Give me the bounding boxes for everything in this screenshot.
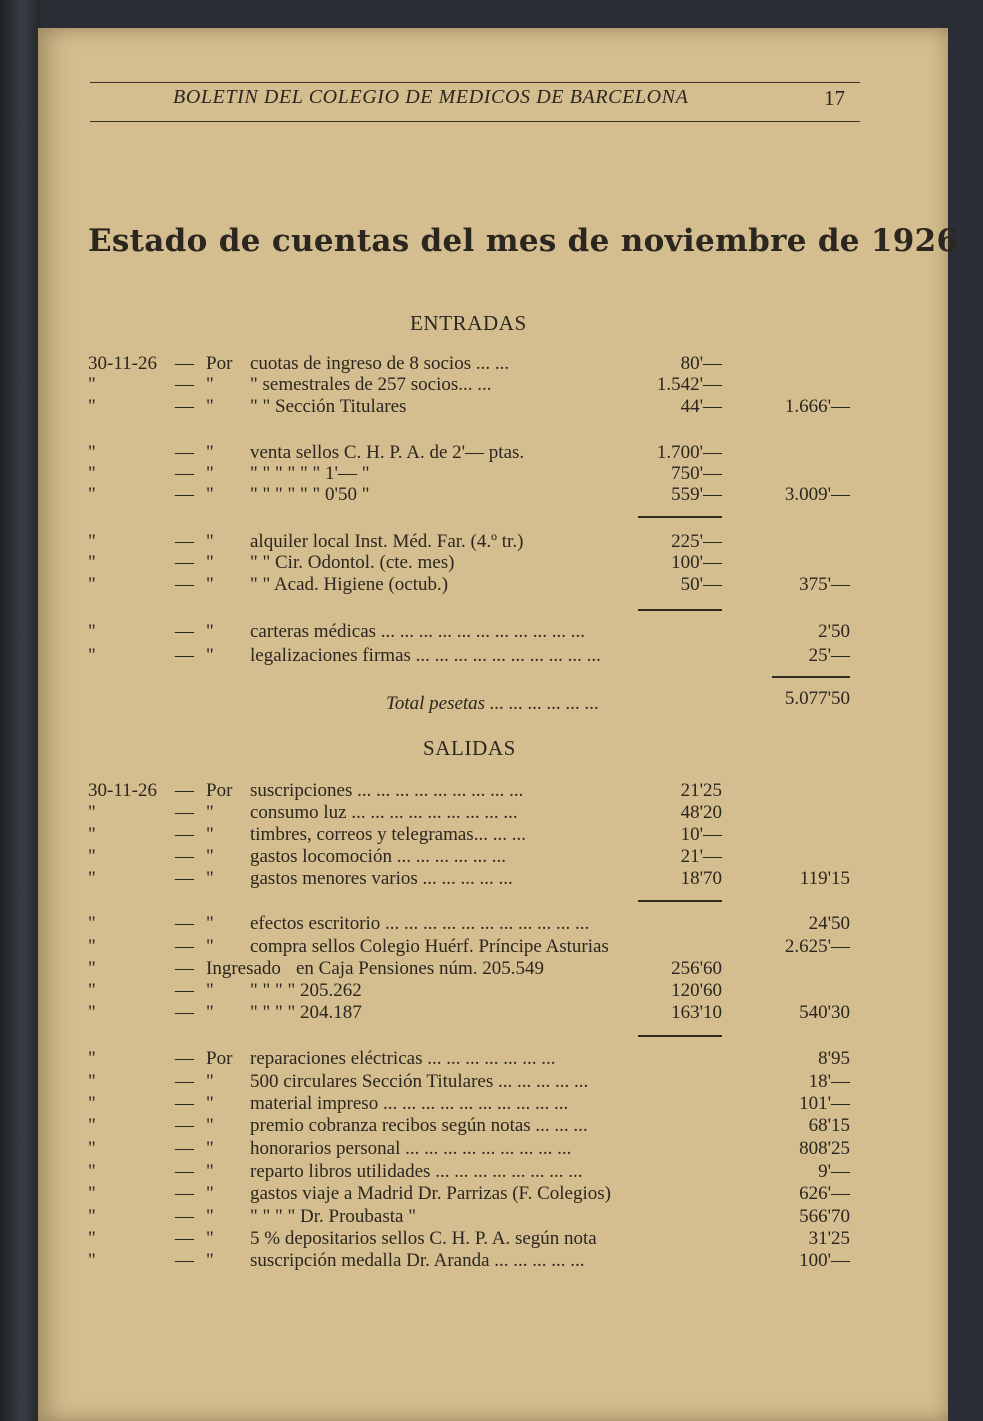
row-subtotal: 119'15 <box>799 868 850 889</box>
ledger-row <box>38 802 948 826</box>
row-subtotal: 24'50 <box>808 913 850 934</box>
row-date: " <box>88 396 96 417</box>
row-prefix: " <box>206 1115 214 1136</box>
row-subtotal: 1.666'— <box>784 396 850 417</box>
row-subtotal: 18'— <box>808 1071 850 1092</box>
ledger-row <box>38 1093 948 1117</box>
row-amount: 120'60 <box>671 980 722 1001</box>
row-description: premio cobranza recibos según notas ... ... ... <box>250 1115 588 1136</box>
row-dash: — <box>175 958 194 979</box>
subtotal-rule <box>638 609 722 611</box>
row-description: cuotas de ingreso de 8 socios ... ... <box>250 353 510 374</box>
ledger-row <box>38 1002 948 1026</box>
row-dash: — <box>175 442 194 463</box>
row-date: " <box>88 1048 96 1069</box>
row-amount: 559'— <box>671 484 722 505</box>
row-description: timbres, correos y telegramas... ... ... <box>250 824 526 845</box>
row-amount: 80'— <box>680 353 722 374</box>
row-prefix: " <box>206 936 214 957</box>
row-description: " " Cir. Odontol. (cte. mes) <box>250 552 455 573</box>
row-dash: — <box>175 621 194 642</box>
row-dash: — <box>175 1002 194 1023</box>
row-prefix: " <box>206 574 214 595</box>
row-description: legalizaciones firmas ... ... ... ... ... ... ... ... ... ... <box>250 645 601 666</box>
row-subtotal: 68'15 <box>808 1115 850 1136</box>
row-description: consumo luz ... ... ... ... ... ... ... ... ... <box>250 802 518 823</box>
row-dash: — <box>175 531 194 552</box>
row-amount: 100'— <box>671 552 722 573</box>
row-amount: 225'— <box>671 531 722 552</box>
row-dash: — <box>175 1183 194 1204</box>
row-prefix: " <box>206 1002 214 1023</box>
subtotal-rule <box>638 900 722 902</box>
row-description: gastos viaje a Madrid Dr. Parrizas (F. Colegios) <box>250 1183 611 1204</box>
row-date: " <box>88 442 96 463</box>
row-description: compra sellos Colegio Huérf. Príncipe Asturias <box>250 936 609 957</box>
ledger-row <box>38 1206 948 1230</box>
row-prefix: " <box>206 802 214 823</box>
row-amount: 256'60 <box>671 958 722 979</box>
row-date: " <box>88 802 96 823</box>
ledger-row <box>38 1228 948 1252</box>
row-prefix: " <box>206 442 214 463</box>
page-title: Estado de cuentas del mes de noviembre de 1926 <box>88 223 959 259</box>
row-amount: 21'— <box>680 846 722 867</box>
row-prefix: " <box>206 396 214 417</box>
row-date: " <box>88 913 96 934</box>
ledger-row <box>38 1048 948 1072</box>
row-date: " <box>88 868 96 889</box>
ledger-row <box>38 552 948 576</box>
row-dash: — <box>175 353 194 374</box>
row-date: " <box>88 1250 96 1271</box>
row-description: " " " " Dr. Proubasta " <box>250 1206 416 1227</box>
row-description: efectos escritorio ... ... ... ... ... ... ... ... ... ... ... <box>250 913 590 934</box>
ledger-row <box>38 1138 948 1162</box>
row-date: " <box>88 936 96 957</box>
row-date: " <box>88 1071 96 1092</box>
ledger-row <box>38 374 948 398</box>
row-prefix: " <box>206 484 214 505</box>
row-subtotal: 25'— <box>808 645 850 666</box>
row-prefix: " <box>206 980 214 1001</box>
row-date: " <box>88 1228 96 1249</box>
row-subtotal: 8'95 <box>818 1048 850 1069</box>
row-date: " <box>88 1161 96 1182</box>
row-dash: — <box>175 980 194 1001</box>
row-date: " <box>88 484 96 505</box>
row-dash: — <box>175 936 194 957</box>
ledger-row <box>38 936 948 960</box>
row-prefix: Por <box>206 353 233 374</box>
row-description: 500 circulares Sección Titulares ... ... ... ... ... <box>250 1071 589 1092</box>
ledger-row <box>38 484 948 508</box>
ledger-row <box>38 846 948 870</box>
entradas-heading: ENTRADAS <box>410 311 527 335</box>
row-prefix: " <box>206 913 214 934</box>
row-description: venta sellos C. H. P. A. de 2'— ptas. <box>250 442 525 463</box>
row-prefix: " <box>206 1228 214 1249</box>
row-subtotal: 808'25 <box>799 1138 850 1159</box>
ledger-row <box>38 1115 948 1139</box>
row-dash: — <box>175 802 194 823</box>
ledger-row <box>38 913 948 937</box>
salidas-heading: SALIDAS <box>423 736 516 760</box>
row-date: " <box>88 980 96 1001</box>
row-prefix: " <box>206 621 214 642</box>
row-date: " <box>88 1206 96 1227</box>
row-prefix: Ingresado <box>206 958 281 979</box>
ledger-row <box>38 1071 948 1095</box>
row-dash: — <box>175 1071 194 1092</box>
ledger-row <box>38 621 948 645</box>
row-amount: 750'— <box>671 463 722 484</box>
row-description: material impreso ... ... ... ... ... ... ... ... ... ... <box>250 1093 569 1114</box>
row-description: 5 % depositarios sellos C. H. P. A. según nota <box>250 1228 597 1249</box>
row-prefix: " <box>206 463 214 484</box>
row-subtotal: 566'70 <box>799 1206 850 1227</box>
row-subtotal: 9'— <box>818 1161 850 1182</box>
row-date: " <box>88 1183 96 1204</box>
row-prefix: " <box>206 846 214 867</box>
ledger-row <box>38 868 948 892</box>
row-date: " <box>88 1138 96 1159</box>
row-dash: — <box>175 824 194 845</box>
row-dash: — <box>175 780 194 801</box>
running-title: BOLETIN DEL COLEGIO DE MEDICOS DE BARCELONA <box>173 86 689 108</box>
row-dash: — <box>175 552 194 573</box>
ledger-row <box>38 1250 948 1274</box>
row-amount: 18'70 <box>680 868 722 889</box>
row-date: " <box>88 463 96 484</box>
row-date: " <box>88 621 96 642</box>
row-date: " <box>88 1093 96 1114</box>
grand-total-rule <box>772 676 850 678</box>
ledger-row <box>38 1183 948 1207</box>
total-label: Total pesetas ... ... ... ... ... ... <box>386 693 600 714</box>
ledger-row <box>38 958 948 982</box>
row-amount: 50'— <box>680 574 722 595</box>
row-date: 30-11-26 <box>88 780 157 801</box>
row-date: " <box>88 531 96 552</box>
ledger-row <box>38 824 948 848</box>
row-subtotal: 31'25 <box>808 1228 850 1249</box>
row-prefix: " <box>206 552 214 573</box>
row-dash: — <box>175 1161 194 1182</box>
row-description: " " " " 205.262 <box>250 980 362 1001</box>
ledger-row <box>38 980 948 1004</box>
row-prefix: " <box>206 868 214 889</box>
subtotal-rule <box>638 1035 722 1037</box>
row-dash: — <box>175 846 194 867</box>
row-prefix: Por <box>206 1048 233 1069</box>
row-subtotal: 100'— <box>799 1250 850 1271</box>
total-value: 5.077'50 <box>784 688 850 709</box>
header-top-rule <box>90 82 860 83</box>
document-page <box>38 28 959 1421</box>
row-amount: 10'— <box>680 824 722 845</box>
subtotal-rule <box>638 516 722 518</box>
page-number: 17 <box>824 86 845 110</box>
row-prefix: " <box>206 1161 214 1182</box>
row-date: 30-11-26 <box>88 353 157 374</box>
row-date: " <box>88 552 96 573</box>
row-prefix: " <box>206 531 214 552</box>
row-amount: 1.542'— <box>656 374 722 395</box>
row-amount: 1.700'— <box>656 442 722 463</box>
row-date: " <box>88 958 96 979</box>
row-prefix: " <box>206 1093 214 1114</box>
row-description: " " " " 204.187 <box>250 1002 362 1023</box>
row-subtotal: 2'50 <box>818 621 850 642</box>
row-description: " " " " " " 0'50 " <box>250 484 370 505</box>
row-dash: — <box>175 1048 194 1069</box>
ledger-row <box>38 645 948 669</box>
row-date: " <box>88 824 96 845</box>
row-amount: 21'25 <box>680 780 722 801</box>
row-description: alquiler local Inst. Méd. Far. (4.º tr.) <box>250 531 524 552</box>
row-prefix: " <box>206 374 214 395</box>
row-date: " <box>88 846 96 867</box>
row-description: reparaciones eléctricas ... ... ... ... ... ... ... <box>250 1048 556 1069</box>
row-description: " semestrales de 257 socios... ... <box>250 374 492 395</box>
row-prefix: " <box>206 1183 214 1204</box>
row-date: " <box>88 574 96 595</box>
row-subtotal: 101'— <box>799 1093 850 1114</box>
row-description: honorarios personal ... ... ... ... ... ... ... ... ... <box>250 1138 572 1159</box>
row-description: suscripción medalla Dr. Aranda ... ... ... ... ... <box>250 1250 585 1271</box>
ledger-row <box>38 1161 948 1185</box>
row-date: " <box>88 645 96 666</box>
row-subtotal: 2.625'— <box>784 936 850 957</box>
row-dash: — <box>175 484 194 505</box>
row-dash: — <box>175 1093 194 1114</box>
row-date: " <box>88 1115 96 1136</box>
row-subtotal: 626'— <box>799 1183 850 1204</box>
row-dash: — <box>175 645 194 666</box>
row-dash: — <box>175 574 194 595</box>
row-subtotal: 540'30 <box>799 1002 850 1023</box>
row-amount: 44'— <box>680 396 722 417</box>
row-subtotal: 375'— <box>799 574 850 595</box>
row-description: carteras médicas ... ... ... ... ... ... ... ... ... ... ... <box>250 621 586 642</box>
book-binding <box>0 0 40 1421</box>
header-bottom-rule <box>90 121 860 122</box>
row-description: gastos locomoción ... ... ... ... ... ... <box>250 846 506 867</box>
row-dash: — <box>175 1250 194 1271</box>
row-prefix: Por <box>206 780 233 801</box>
row-dash: — <box>175 1138 194 1159</box>
row-prefix: " <box>206 645 214 666</box>
row-date: " <box>88 374 96 395</box>
ledger-row <box>38 780 948 804</box>
row-prefix: " <box>206 824 214 845</box>
row-dash: — <box>175 868 194 889</box>
row-dash: — <box>175 1228 194 1249</box>
row-dash: — <box>175 374 194 395</box>
row-prefix: " <box>206 1071 214 1092</box>
row-prefix: " <box>206 1138 214 1159</box>
row-description: " " " " " " 1'— " <box>250 463 370 484</box>
row-dash: — <box>175 913 194 934</box>
row-description: " " Acad. Higiene (octub.) <box>250 574 449 595</box>
row-description: suscripciones ... ... ... ... ... ... ... ... ... <box>250 780 524 801</box>
row-dash: — <box>175 463 194 484</box>
row-amount: 48'20 <box>680 802 722 823</box>
row-description: reparto libros utilidades ... ... ... ... ... ... ... ... <box>250 1161 583 1182</box>
row-description: gastos menores varios ... ... ... ... ... <box>250 868 513 889</box>
row-subtotal: 3.009'— <box>784 484 850 505</box>
row-prefix: " <box>206 1206 214 1227</box>
row-dash: — <box>175 1206 194 1227</box>
row-dash: — <box>175 396 194 417</box>
row-date: " <box>88 1002 96 1023</box>
row-amount: 163'10 <box>671 1002 722 1023</box>
ledger-row <box>38 574 948 598</box>
ledger-row <box>38 396 948 420</box>
row-description: " " Sección Titulares <box>250 396 407 417</box>
row-prefix: " <box>206 1250 214 1271</box>
row-dash: — <box>175 1115 194 1136</box>
row-description: en Caja Pensiones núm. 205.549 <box>296 958 545 979</box>
